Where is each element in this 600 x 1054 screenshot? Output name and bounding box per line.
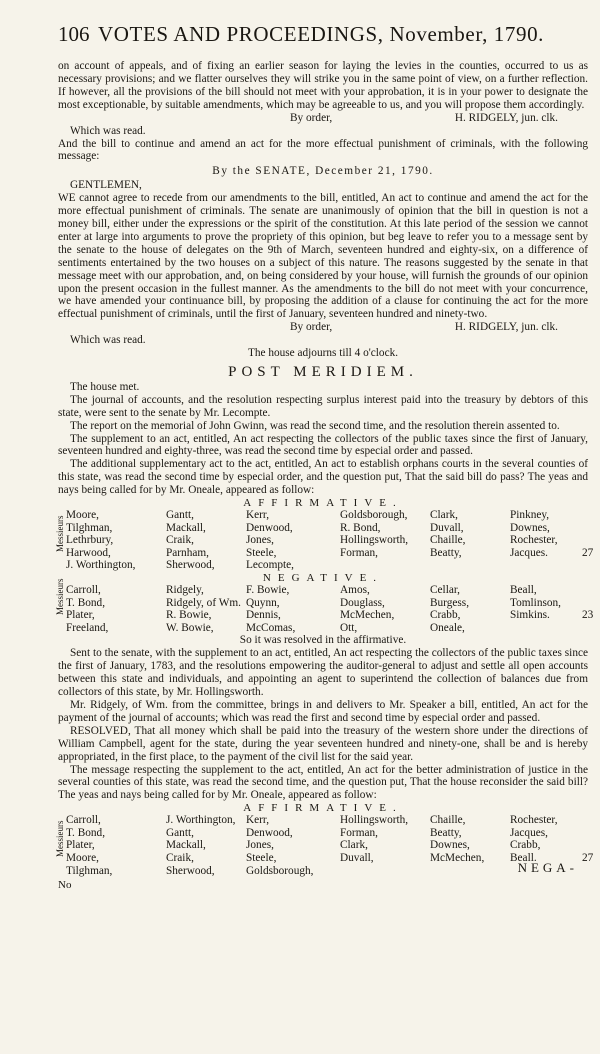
clerk-name: H. RIDGELY, jun. clk.: [454, 111, 558, 124]
member-name: Pinkney,: [510, 509, 550, 522]
paragraph: WE cannot agree to recede from our amendments to the bill, entitled, An act to continue and amend the act for the more effectual punishment of criminals. The senate are unanimously of opinion that the bill in question is not a money bill, either under the expressions or the spirit of the constitution. At this late period of the session we cannot enter at large into arguments to prove the propriety of this opinion, but beg leave to refer you to a message sent by the senate to the house of delegates on the 9th of March, seventeen hundred and eighty-six, on a difference of sentiments entertained by the two houses on a subject of this nature. The reasons suggested by the senate in that message meet with our approbation, and, on being considered by your house, will furnish the grounds of our opinion upon the present occasion in the fullest manner. As the amendments to the bill do not meet with your concurrence, we have amended your continuance bill, by proposing the addition of a clause for continuing the act for the more effectual punishment of criminals, until the first of January, seventeen hundred and ninety-two.: [58, 192, 588, 321]
member-name: Chaille,: [430, 534, 466, 547]
member-name: Carroll,: [66, 584, 101, 597]
member-name: Ott,: [340, 621, 358, 634]
neg1-rows: [58, 584, 594, 634]
vote-list-2: [55, 802, 594, 877]
member-name: Moore,: [66, 509, 99, 522]
member-name: Duvall,: [430, 521, 464, 534]
paragraph: Sent to the senate, with the supplement to an act, entitled, An act respecting the collectors of the public taxes since the first of January, 1783, and the resolutions empowering the auditor-general to adjust and settle all open accounts between this state and individuals, and appointing an agent to superintend the collection of balances due from collectors of this state, by Mr. Hollingsworth.: [58, 647, 588, 699]
vote-row: [58, 852, 594, 865]
vote-count: 23: [582, 609, 594, 622]
messieurs-label: Messieurs: [55, 515, 65, 553]
member-name: Craik,: [166, 534, 194, 547]
signature-line: [58, 321, 588, 334]
paragraph: The supplement to an act, entitled, An act respecting the collectors of the public taxes since the first of January, seventeen hundred and eighty-three, was read the second time by especial order and passed.: [58, 432, 588, 458]
messieurs-label: Messieurs: [55, 820, 65, 858]
member-name: Crabb,: [510, 839, 541, 852]
member-name: R. Bowie,: [166, 609, 212, 622]
member-name: J. Worthington,: [166, 814, 236, 827]
member-name: Ridgely, of Wm.: [166, 596, 241, 609]
member-name: Douglass,: [340, 596, 385, 609]
member-name: Kerr,: [246, 509, 270, 522]
member-name: Parnham,: [166, 546, 209, 559]
senate-heading: By the SENATE, December 21, 1790.: [212, 165, 434, 178]
member-name: Crabb,: [430, 609, 461, 622]
by-order: By order,: [290, 321, 333, 334]
vote-row: [58, 814, 588, 827]
member-name: F. Bowie,: [246, 584, 290, 597]
member-name: Oneale,: [430, 621, 465, 634]
member-name: Kerr,: [246, 814, 270, 827]
member-name: Lethrbury,: [66, 534, 114, 547]
member-name: Denwood,: [246, 521, 293, 534]
paragraph: The message respecting the supplement to the act, entitled, An act for the better administration of justice in the several counties of this state, was read the second time, and the question put, That the house reconsider the said bill? The yeas and nays being called for by Mr. Oneale, appeared as follow:: [58, 763, 588, 802]
vote-row: [58, 622, 588, 635]
affirmative-heading: AFFIRMATIVE.: [243, 497, 403, 510]
paragraph: Which was read.: [70, 124, 146, 137]
member-name: Dennis,: [246, 609, 281, 622]
member-name: Plater,: [66, 839, 95, 852]
signature-line: [58, 112, 588, 125]
member-name: Jacques,: [510, 826, 548, 839]
catchword: NEGA-: [517, 860, 578, 876]
member-name: Moore,: [66, 852, 99, 864]
member-name: Rochester,: [510, 534, 558, 547]
paragraph: Which was read.: [70, 334, 146, 347]
member-name: T. Bond,: [66, 596, 106, 609]
member-name: Steele,: [246, 546, 277, 559]
clerk-name: H. RIDGELY, jun. clk.: [454, 321, 558, 334]
member-name: Beall.: [510, 852, 537, 864]
vote-row: [58, 609, 594, 622]
member-name: McMechen,: [430, 852, 485, 864]
affirmative-heading: AFFIRMATIVE.: [243, 802, 403, 815]
member-name: Downes,: [510, 521, 550, 534]
member-name: Beatty,: [430, 826, 462, 839]
member-name: Forman,: [340, 826, 378, 839]
post-meridiem-heading: POST MERIDIEM.: [228, 364, 418, 381]
member-name: Jacques.: [510, 546, 548, 559]
messieurs-label: Messieurs: [55, 578, 65, 616]
member-name: Chaille,: [430, 814, 466, 827]
vote-row: [58, 559, 588, 572]
member-name: W. Bowie,: [166, 621, 214, 634]
member-name: McMechen,: [340, 609, 395, 622]
vote-count: 27: [582, 546, 594, 559]
page-header: [58, 22, 580, 48]
member-name: Goldsborough,: [340, 509, 408, 522]
member-name: Ridgely,: [166, 584, 204, 597]
page-body: [55, 60, 594, 892]
paragraph: The journal of accounts, and the resolution respecting surplus interest paid into the treasury by debtors of this state, were sent to the senate by Mr. Lecompte.: [58, 393, 588, 419]
member-name: Tilghman,: [66, 864, 113, 877]
member-name: Lecompte,: [246, 559, 294, 572]
member-name: Quynn,: [246, 596, 280, 609]
member-name: Hollingsworth,: [340, 534, 409, 547]
vote-row: [58, 865, 588, 878]
paragraph: The report on the memorial of John Gwinn, was read the second time, and the resolution therein assented to.: [70, 419, 560, 432]
member-name: Rochester,: [510, 814, 558, 827]
member-name: Amos,: [340, 584, 370, 597]
member-name: Carroll,: [66, 814, 101, 827]
member-name: Clark,: [430, 509, 458, 522]
vote-row: [58, 509, 588, 522]
member-name: Downes,: [430, 839, 470, 852]
vote-result: So it was resolved in the affirmative.: [239, 634, 407, 647]
member-name: Tilghman,: [66, 521, 113, 534]
member-name: Plater,: [66, 609, 95, 622]
vote-row: [58, 597, 588, 610]
aff2-rows: [58, 814, 594, 877]
member-name: T. Bond,: [66, 826, 106, 839]
paragraph: The house met.: [70, 380, 140, 393]
member-name: Cellar,: [430, 584, 460, 597]
member-name: Mackall,: [166, 839, 206, 852]
member-name: Steele,: [246, 852, 277, 864]
vote-row: [58, 827, 588, 840]
vote-row: [58, 546, 594, 560]
member-name: Goldsborough,: [246, 864, 314, 877]
member-name: Freeland,: [66, 621, 109, 634]
member-name: Hollingsworth,: [340, 814, 409, 827]
vote-row: [58, 522, 588, 535]
member-name: Jones,: [246, 839, 274, 852]
paragraph: Mr. Ridgely, of Wm. from the committee, brings in and delivers to Mr. Speaker a bill, entitled, An act for the payment of the journal of accounts; which was read the first and second time by especial order and passed.: [58, 698, 588, 724]
vote-list-1: [55, 497, 594, 634]
vote-row: [58, 534, 588, 547]
member-name: Beatty,: [430, 546, 462, 559]
paragraph: The additional supplementary act to the act, entitled, An act to establish orphans courts in the several counties of this state, was read the second time by especial order, and the question put, That the said bill do pass? The yeas and nays being called for by Mr. Oneale, appeared as follow:: [58, 458, 588, 497]
member-name: Clark,: [340, 839, 368, 852]
signature-mark: No: [58, 879, 72, 892]
vote-row: [58, 584, 588, 597]
paragraph: And the bill to continue and amend an act for the more effectual punishment of criminals, with the following message:: [58, 137, 588, 163]
member-name: Simkins.: [510, 609, 550, 622]
member-name: Duvall,: [340, 852, 374, 864]
member-name: Gantt,: [166, 509, 194, 522]
aff1-rows: [58, 509, 594, 572]
member-name: Sherwood,: [166, 559, 215, 572]
member-name: Gantt,: [166, 826, 194, 839]
member-name: Jones,: [246, 534, 274, 547]
page-number: 106: [58, 22, 90, 46]
member-name: Denwood,: [246, 826, 293, 839]
member-name: Forman,: [340, 546, 378, 559]
member-name: Sherwood,: [166, 864, 215, 877]
vote-count: 27: [582, 852, 594, 864]
salutation: GENTLEMEN,: [70, 179, 142, 192]
member-name: Craik,: [166, 852, 194, 864]
member-name: Burgess,: [430, 596, 470, 609]
member-name: Mackall,: [166, 521, 206, 534]
member-name: J. Worthington,: [66, 559, 136, 572]
member-name: Beall,: [510, 584, 537, 597]
negative-heading: NEGATIVE.: [262, 572, 384, 585]
adjourn-note: The house adjourns till 4 o'clock.: [247, 347, 399, 360]
paragraph: RESOLVED, That all money which shall be paid into the treasury of the western shore under the directions of William Campbell, agent for the state, during the year seventeen hundred and ninety-one, shall be and is hereby appropriated, in the first place, to the payment of the civil list for the said year.: [58, 724, 588, 763]
running-title: VOTES AND PROCEEDINGS, November, 1790.: [98, 22, 545, 46]
by-order: By order,: [290, 111, 333, 124]
vote-row: [58, 839, 588, 852]
member-name: Tomlinson,: [510, 596, 561, 609]
member-name: Harwood,: [66, 546, 111, 559]
paragraph: on account of appeals, and of fixing an earlier season for laying the levies in the counties, occurred to us as necessary provisions; and we flatter ourselves they will strike you in the same point of view, on a further reflection. If however, all the provisions of the bill should not meet with your approbation, it is in your power to designate the most exceptionable, by suitable amendments, which may be agreeable to us, and you will propose them accordingly.: [58, 60, 588, 111]
member-name: McComas,: [246, 621, 296, 634]
member-name: R. Bond,: [340, 521, 381, 534]
